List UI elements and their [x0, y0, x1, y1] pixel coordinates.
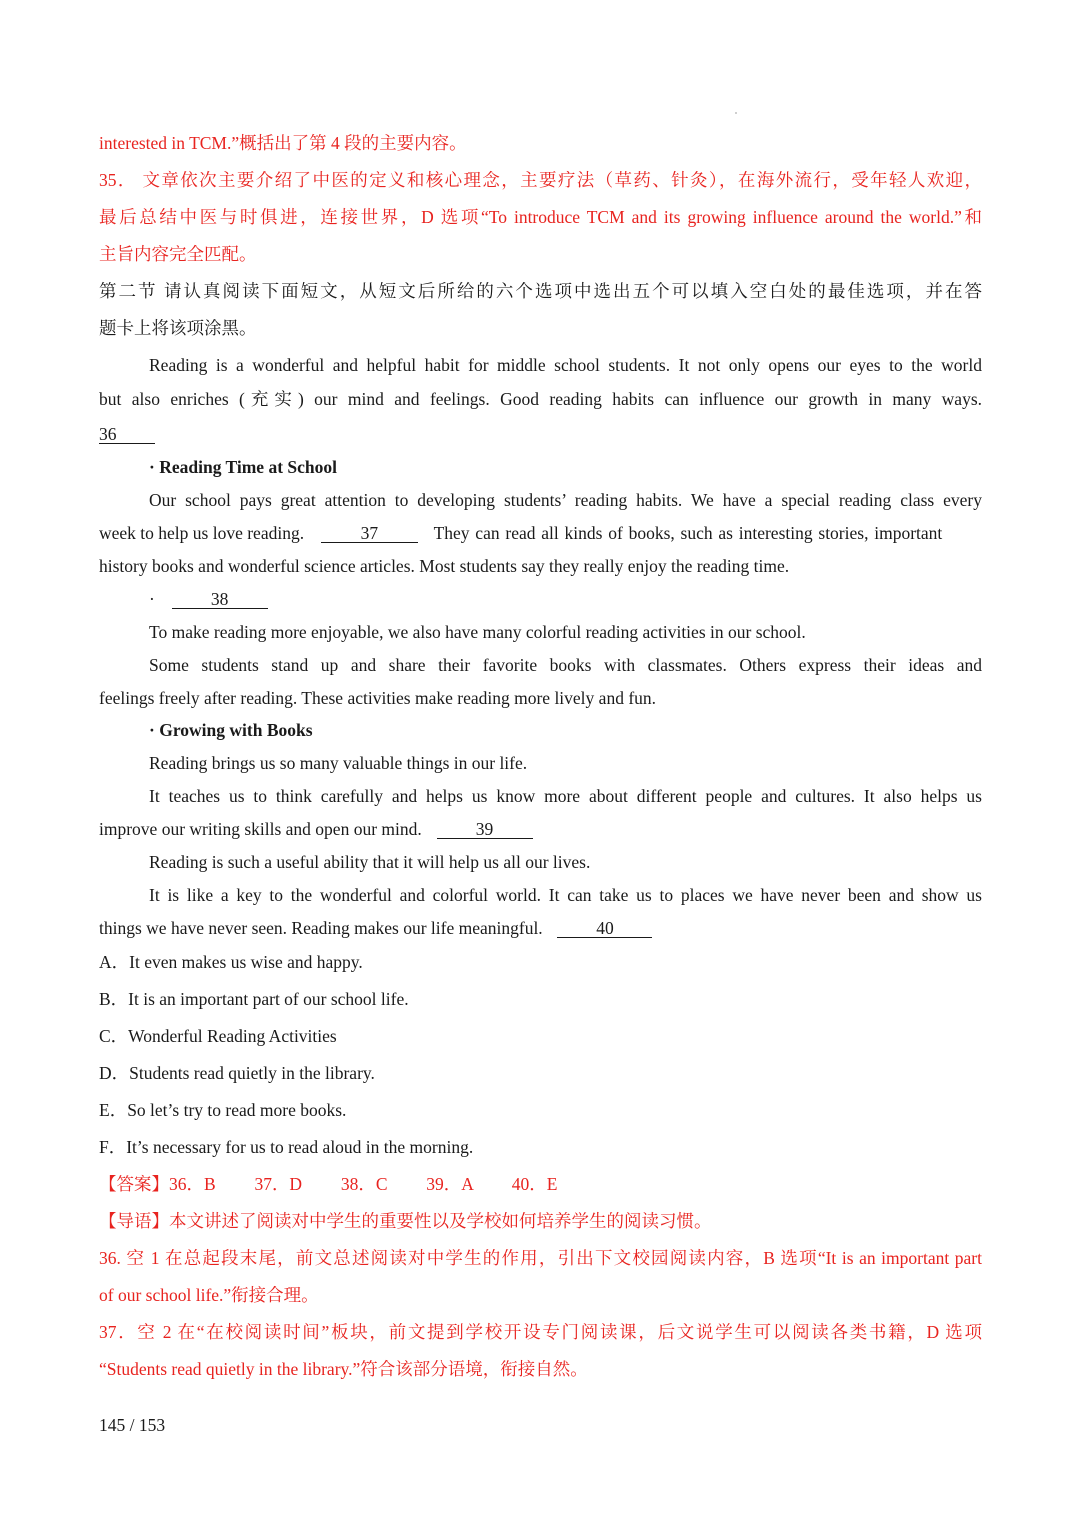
answer-38: 38．C — [340, 1174, 388, 1194]
passage-p6-line2 — [99, 818, 982, 840]
q36-explanation-line1: 36. 空 1 在总起段末尾，前文总述阅读对中学生的作用，引出下文校园阅读内容，B 选项“It is an important part — [99, 1248, 982, 1268]
passage-p8-line1: It is like a key to the wonderful and colorful world. It can take us to places we have never been and show us — [149, 885, 982, 905]
passage-p5: Reading brings us so many valuable things in our life. — [149, 753, 528, 773]
option-b: B．It is an important part of our school life. — [99, 989, 409, 1009]
answer-39: 39．A — [426, 1174, 473, 1194]
option-c: C．Wonderful Reading Activities — [99, 1026, 337, 1046]
blank-39: 39 — [437, 820, 533, 839]
answer-36: 36．B — [169, 1174, 216, 1194]
heading-bullet: · — [149, 720, 160, 740]
q37-explanation-line2: “Students read quietly in the library.”符合该部分语境，衔接自然。 — [99, 1359, 588, 1379]
passage-p1-line2: but also enriches (充实) our mind and feelings. Good reading habits can influence our growth in many ways. — [99, 389, 982, 409]
passage-p1-line1: Reading is a wonderful and helpful habit for middle school students. It not only opens our eyes to the world — [149, 355, 982, 375]
heading-blank-38 — [149, 588, 982, 610]
passage-p2-line2 — [99, 522, 982, 544]
scan-speck — [735, 112, 737, 114]
option-e: E．So let’s try to read more books. — [99, 1100, 347, 1120]
q35-explanation-line2: 最后总结中医与时俱进，连接世界，D 选项“To introduce TCM and its growing influence around the world.”和 — [99, 207, 982, 227]
section2-instruction-line1: 第二节 请认真阅读下面短文，从短文后所给的六个选项中选出五个可以填入空白处的最佳选项，并在答 — [99, 281, 982, 301]
heading-reading-time — [149, 456, 982, 478]
heading-growing-with-books — [149, 719, 982, 741]
blank-40: 40 — [557, 919, 652, 938]
passage-p2-line1: Our school pays great attention to developing students’ reading habits. We have a special reading class every — [149, 490, 982, 510]
heading-bullet: · — [149, 589, 155, 609]
passage-p2-line2-b: They can read all kinds of books, such as interesting stories, important — [433, 523, 943, 543]
q37-explanation-line1: 37．空 2 在“在校阅读时间”板块，前文提到学校开设专门阅读课，后文说学生可以阅读各类书籍，D 选项 — [99, 1322, 982, 1342]
passage-p2-line3: history books and wonderful science articles. Most students say they really enjoy the reading time. — [99, 556, 790, 576]
blank-38: 38 — [172, 590, 268, 609]
option-d: D．Students read quietly in the library. — [99, 1063, 375, 1083]
q36-explanation-line2: of our school life.”衔接合理。 — [99, 1285, 319, 1305]
q35-explanation-line1: 35． 文章依次主要介绍了中医的定义和核心理念，主要疗法（草药、针灸），在海外流行，受年轻人欢迎， — [99, 170, 982, 190]
passage-p4-line1: Some students stand up and share their favorite books with classmates. Others express their ideas and — [149, 655, 982, 675]
blank-36: 36 — [99, 425, 155, 444]
passage-p3: To make reading more enjoyable, we also have many colorful reading activities in our school. — [149, 622, 806, 642]
option-a: A．It even makes us wise and happy. — [99, 952, 363, 972]
passage-p8-line2-text: things we have never seen. Reading makes our life meaningful. — [99, 918, 543, 938]
passage-p7: Reading is such a useful ability that it will help us all our lives. — [149, 852, 591, 872]
passage-p4-line2: feelings freely after reading. These activities make reading more lively and fun. — [99, 688, 657, 708]
blank-37: 37 — [321, 524, 418, 543]
answer-label: 【答案】 — [99, 1174, 169, 1194]
q35-explanation-line3: 主旨内容完全匹配。 — [99, 244, 257, 264]
answer-37: 37．D — [254, 1174, 303, 1194]
heading-growing-with-books-text: Growing with Books — [159, 720, 313, 740]
passage-p8-line2 — [99, 917, 982, 939]
answer-40: 40．E — [511, 1174, 558, 1194]
passage-p6-line1: It teaches us to think carefully and helps us know more about different people and cultures. It also helps us — [149, 786, 982, 806]
passage-p6-line2-text: improve our writing skills and open our mind. — [99, 819, 422, 839]
heading-reading-time-text: Reading Time at School — [159, 457, 337, 477]
guide-summary: 【导语】本文讲述了阅读对中学生的重要性以及学校如何培养学生的阅读习惯。 — [99, 1211, 712, 1231]
page-number: 145 / 153 — [99, 1415, 166, 1435]
option-f: F．It’s necessary for us to read aloud in the morning. — [99, 1137, 474, 1157]
previous-explanation-tail: interested in TCM.”概括出了第 4 段的主要内容。 — [99, 133, 467, 153]
answer-key — [99, 1173, 982, 1195]
blank-36-line — [99, 423, 982, 445]
section2-instruction-line2: 题卡上将该项涂黑。 — [99, 318, 257, 338]
heading-bullet: · — [149, 457, 160, 477]
passage-p2-line2-a: week to help us love reading. — [99, 523, 305, 543]
